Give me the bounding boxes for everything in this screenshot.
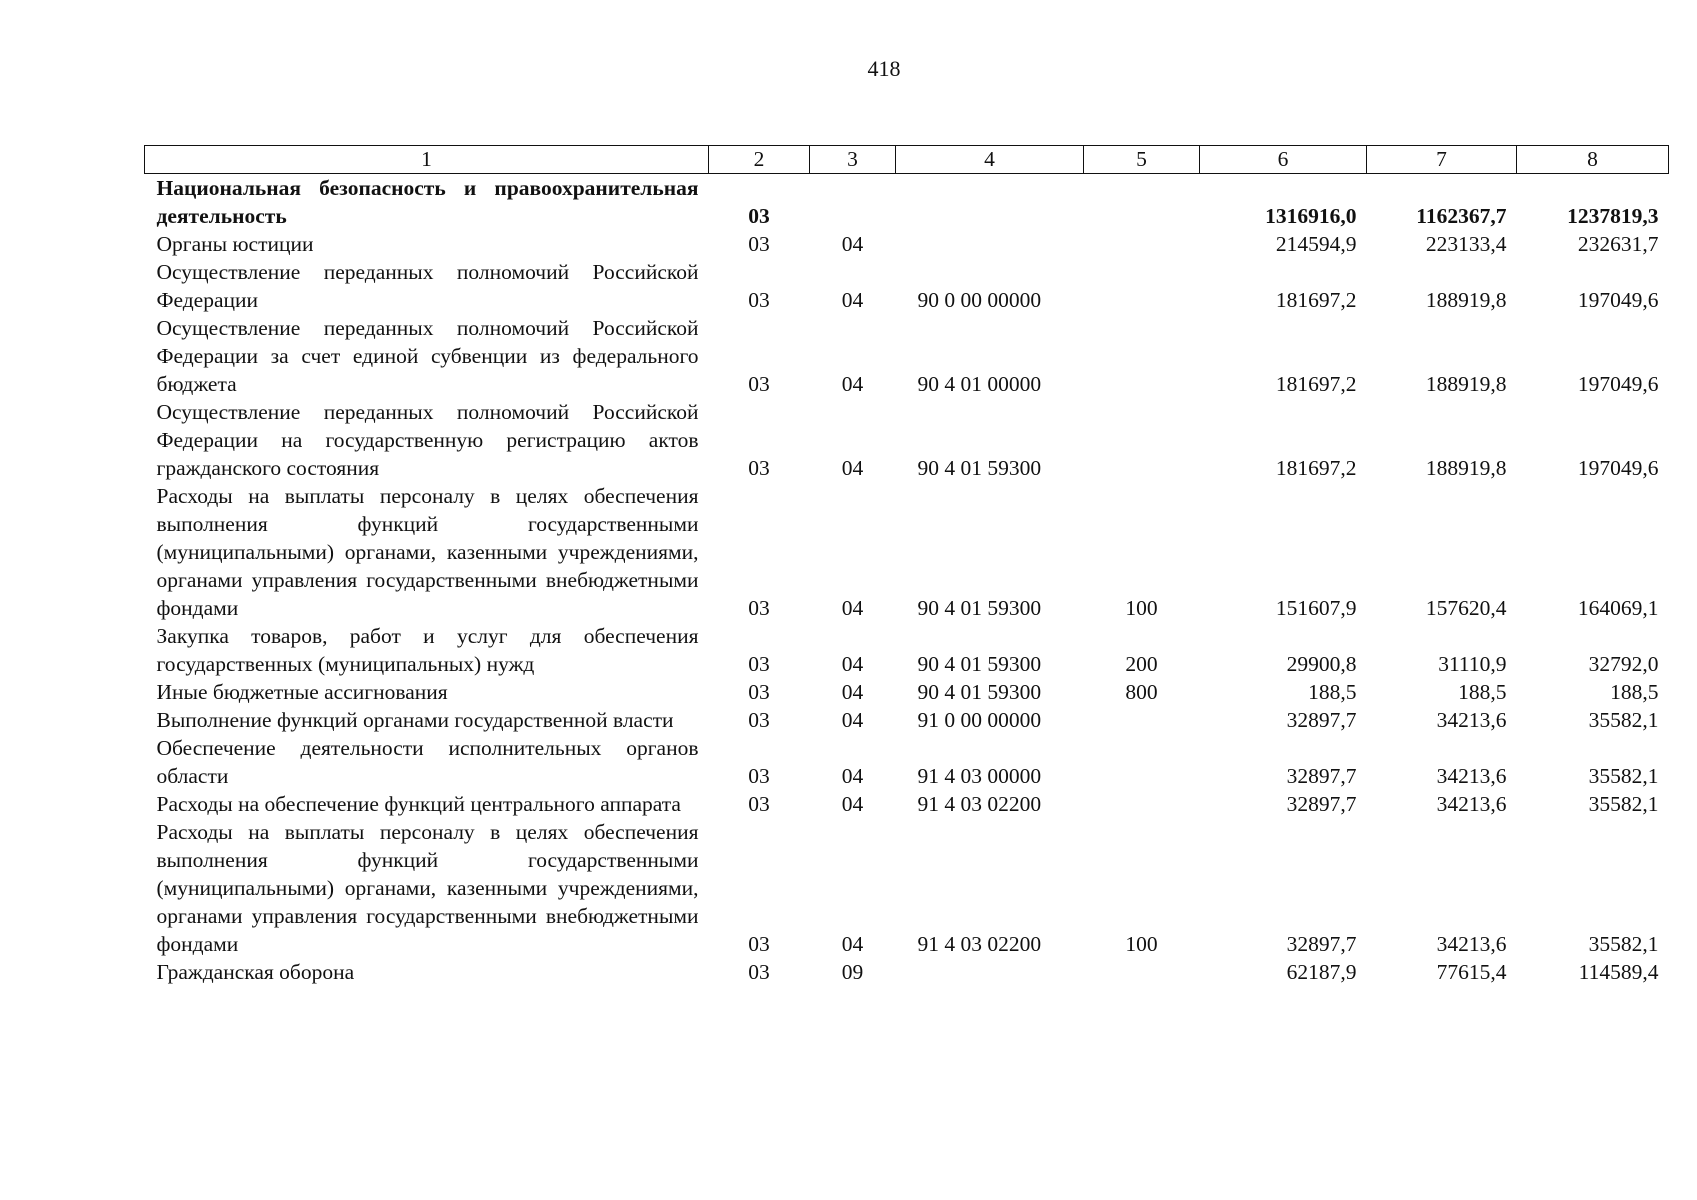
row-name: Осуществление переданных полномочий Российской Федерации на государственную регистрацию актов гражданского состояния xyxy=(156,400,699,480)
row-value-col7: 77615,4 xyxy=(1436,960,1507,984)
row-value-col8: 35582,1 xyxy=(1588,764,1659,788)
table-row xyxy=(145,958,1669,986)
row-expense-type: 100 xyxy=(1125,596,1158,620)
row-section-code: 03 xyxy=(748,232,770,256)
row-name: Осуществление переданных полномочий Российской Федерации xyxy=(156,260,699,312)
row-subsection-code: 04 xyxy=(841,596,864,620)
row-section-code: 03 xyxy=(748,456,770,480)
row-value-col7: 34213,6 xyxy=(1436,708,1507,732)
header-col-1: 1 xyxy=(145,146,709,174)
row-expense-type xyxy=(1084,790,1200,818)
header-col-8: 8 xyxy=(1517,146,1669,174)
row-value-col8: 188,5 xyxy=(1610,680,1659,704)
row-value-col7: 157620,4 xyxy=(1425,596,1507,620)
row-expense-type xyxy=(1084,174,1200,231)
row-section-code: 03 xyxy=(748,960,770,984)
row-expense-type: 200 xyxy=(1125,652,1158,676)
row-name: Иные бюджетные ассигнования xyxy=(156,680,448,704)
table-row xyxy=(145,678,1669,706)
row-section-code: 03 xyxy=(748,652,770,676)
row-value-col8: 35582,1 xyxy=(1588,792,1659,816)
table-row xyxy=(145,790,1669,818)
row-value-col6: 188,5 xyxy=(1308,680,1357,704)
row-expense-type xyxy=(1084,398,1200,482)
row-value-col6: 62187,9 xyxy=(1286,960,1357,984)
row-subsection-code: 04 xyxy=(841,932,864,956)
row-value-col8: 35582,1 xyxy=(1588,708,1659,732)
row-name: Закупка товаров, работ и услуг для обеспечения государственных (муниципальных) нужд xyxy=(156,624,699,676)
row-target-code: 90 4 01 59300 xyxy=(917,652,1042,676)
table-header xyxy=(145,146,1669,174)
row-subsection-code: 04 xyxy=(841,708,864,732)
row-section-code: 03 xyxy=(748,680,770,704)
header-col-3: 3 xyxy=(810,146,896,174)
table-row xyxy=(145,174,1669,231)
row-subsection-code xyxy=(810,174,896,231)
row-target-code: 90 4 01 59300 xyxy=(917,680,1042,704)
row-expense-type xyxy=(1084,314,1200,398)
row-value-col7: 223133,4 xyxy=(1425,232,1507,256)
row-value-col7: 34213,6 xyxy=(1436,932,1507,956)
row-expense-type xyxy=(1084,706,1200,734)
row-section-code: 03 xyxy=(748,708,770,732)
header-col-4: 4 xyxy=(896,146,1084,174)
row-expense-type xyxy=(1084,734,1200,790)
row-target-code: 91 0 00 00000 xyxy=(917,708,1042,732)
row-value-col6: 32897,7 xyxy=(1286,708,1357,732)
row-name: Гражданская оборона xyxy=(156,960,355,984)
row-expense-type xyxy=(1084,258,1200,314)
row-name: Органы юстиции xyxy=(156,232,314,256)
row-target-code xyxy=(896,174,1084,231)
row-expense-type xyxy=(1084,230,1200,258)
row-subsection-code: 04 xyxy=(841,232,864,256)
row-name: Расходы на обеспечение функций центрального аппарата xyxy=(156,792,681,816)
row-subsection-code: 04 xyxy=(841,288,864,312)
row-name: Осуществление переданных полномочий Российской Федерации за счет единой субвенции из федерального бюджета xyxy=(156,316,699,396)
row-target-code: 90 4 01 59300 xyxy=(917,456,1042,480)
row-target-code: 91 4 03 02200 xyxy=(917,932,1042,956)
row-subsection-code: 04 xyxy=(841,680,864,704)
row-subsection-code: 04 xyxy=(841,792,864,816)
row-value-col6: 181697,2 xyxy=(1275,456,1357,480)
row-value-col8: 197049,6 xyxy=(1577,372,1659,396)
table-row xyxy=(145,482,1669,622)
row-value-col8: 35582,1 xyxy=(1588,932,1659,956)
header-col-5: 5 xyxy=(1084,146,1200,174)
row-section-code: 03 xyxy=(748,764,770,788)
table-row xyxy=(145,314,1669,398)
row-value-col8: 164069,1 xyxy=(1577,596,1659,620)
row-section-code: 03 xyxy=(748,932,770,956)
row-subsection-code: 09 xyxy=(841,960,864,984)
row-value-col6: 1316916,0 xyxy=(1265,204,1357,228)
row-target-code xyxy=(896,230,1084,258)
row-target-code: 90 4 01 59300 xyxy=(917,596,1042,620)
row-value-col6: 151607,9 xyxy=(1275,596,1357,620)
row-name: Национальная безопасность и правоохранительная деятельность xyxy=(156,176,699,228)
row-value-col7: 188919,8 xyxy=(1425,288,1507,312)
row-section-code: 03 xyxy=(748,204,770,228)
row-section-code: 03 xyxy=(748,372,770,396)
row-value-col8: 114589,4 xyxy=(1578,960,1659,984)
table-body xyxy=(145,174,1669,987)
header-row xyxy=(145,146,1669,174)
table-row xyxy=(145,230,1669,258)
row-value-col6: 181697,2 xyxy=(1275,372,1357,396)
table-row xyxy=(145,706,1669,734)
row-name: Обеспечение деятельности исполнительных органов области xyxy=(156,736,699,788)
row-value-col6: 29900,8 xyxy=(1286,652,1357,676)
row-value-col6: 32897,7 xyxy=(1286,792,1357,816)
row-expense-type: 800 xyxy=(1125,680,1158,704)
table-row xyxy=(145,398,1669,482)
table-row xyxy=(145,258,1669,314)
header-col-6: 6 xyxy=(1200,146,1367,174)
table-row xyxy=(145,622,1669,678)
row-value-col6: 181697,2 xyxy=(1275,288,1357,312)
row-value-col6: 32897,7 xyxy=(1286,764,1357,788)
header-col-2: 2 xyxy=(709,146,810,174)
budget-table xyxy=(144,145,1669,986)
row-value-col7: 34213,6 xyxy=(1436,792,1507,816)
row-target-code xyxy=(896,958,1084,986)
row-value-col7: 188919,8 xyxy=(1425,372,1507,396)
row-value-col7: 1162367,7 xyxy=(1416,204,1507,228)
page-number: 418 xyxy=(867,56,901,81)
row-value-col8: 32792,0 xyxy=(1588,652,1659,676)
row-subsection-code: 04 xyxy=(841,652,864,676)
row-section-code: 03 xyxy=(748,792,770,816)
row-expense-type: 100 xyxy=(1125,932,1158,956)
row-expense-type xyxy=(1084,958,1200,986)
row-target-code: 90 4 01 00000 xyxy=(917,372,1042,396)
row-target-code: 91 4 03 00000 xyxy=(917,764,1042,788)
row-value-col8: 1237819,3 xyxy=(1567,204,1659,228)
row-value-col8: 232631,7 xyxy=(1577,232,1659,256)
row-section-code: 03 xyxy=(748,596,770,620)
row-name: Расходы на выплаты персоналу в целях обеспечения выполнения функций государственными (муниципальными) органами, казенными учреждениями, органами управления государственными внебюджетными фондами xyxy=(156,484,699,620)
row-value-col6: 32897,7 xyxy=(1286,932,1357,956)
table-row xyxy=(145,818,1669,958)
row-value-col7: 188919,8 xyxy=(1425,456,1507,480)
row-name: Выполнение функций органами государственной власти xyxy=(156,708,674,732)
row-value-col7: 31110,9 xyxy=(1438,652,1507,676)
row-target-code: 91 4 03 02200 xyxy=(917,792,1042,816)
row-subsection-code: 04 xyxy=(841,372,864,396)
row-value-col6: 214594,9 xyxy=(1275,232,1357,256)
header-col-7: 7 xyxy=(1367,146,1517,174)
row-value-col7: 34213,6 xyxy=(1436,764,1507,788)
row-value-col8: 197049,6 xyxy=(1577,456,1659,480)
table-row xyxy=(145,734,1669,790)
row-target-code: 90 0 00 00000 xyxy=(917,288,1042,312)
row-value-col7: 188,5 xyxy=(1458,680,1507,704)
row-section-code: 03 xyxy=(748,288,770,312)
row-name: Расходы на выплаты персоналу в целях обеспечения выполнения функций государственными (муниципальными) органами, казенными учреждениями, органами управления государственными внебюджетными фондами xyxy=(156,820,699,956)
row-subsection-code: 04 xyxy=(841,764,864,788)
row-value-col8: 197049,6 xyxy=(1577,288,1659,312)
row-subsection-code: 04 xyxy=(841,456,864,480)
